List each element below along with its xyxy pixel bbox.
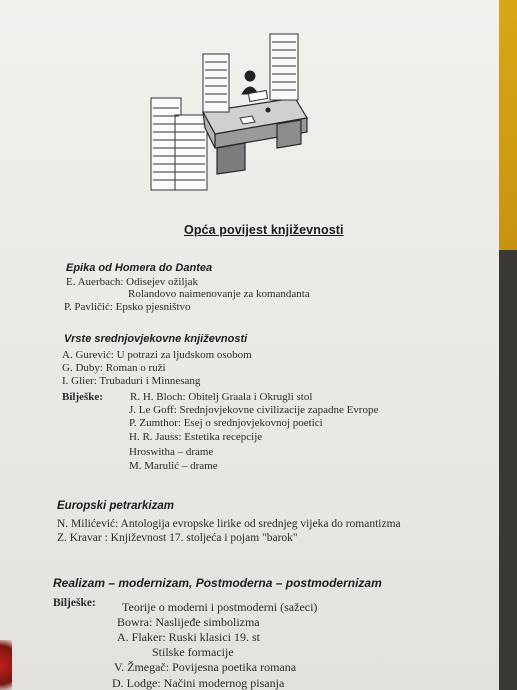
note-item: D. Lodge: Načini modernog pisanja <box>112 676 285 690</box>
note-item: P. Zumthor: Esej o srednjovjekovnoj poetici <box>129 417 323 429</box>
list-item: Z. Kravar : Književnost 17. stoljeća i pojam "barok" <box>57 532 298 544</box>
section-heading-srednjovjekovne: Vrste srednjovjekovne književnosti <box>64 333 248 345</box>
desk-with-paper-stacks-illustration <box>145 20 315 192</box>
note-item: A. Flaker: Ruski klasici 19. st <box>117 630 260 644</box>
background-red-object <box>0 640 12 690</box>
list-item: P. Pavličić: Epsko pjesništvo <box>64 301 191 313</box>
note-item: J. Le Goff: Srednjovjekovne civilizacije zapadne Evrope <box>129 404 379 416</box>
notes-label: Bilješke: <box>62 391 103 403</box>
note-item: V. Žmegač: Povijesna poetika romana <box>114 660 297 674</box>
note-item: Teorije o moderni i postmoderni (sažeci) <box>122 600 318 614</box>
page-title: Opća povijest književnosti <box>184 223 344 237</box>
notes-label: Bilješke: <box>53 597 96 609</box>
list-item: G. Duby: Roman o ruži <box>62 362 166 374</box>
note-item: Hroswitha – drame <box>129 446 214 458</box>
background-yellow-edge <box>499 0 517 250</box>
list-item: N. Milićević: Antologija evropske lirike od srednjeg vijeka do romantizma <box>57 518 401 530</box>
section-heading-realizam: Realizam – modernizam, Postmoderna – postmodernizam <box>53 576 382 590</box>
list-item: Rolandovo naimenovanje za komandanta <box>128 288 310 300</box>
list-item: A. Gurević: U potrazi za ljudskom osobom <box>62 349 252 361</box>
list-item: I. Glier: Trubaduri i Minnesang <box>62 375 201 387</box>
note-item: R. H. Bloch: Obitelj Graala i Okrugli stol <box>130 391 313 403</box>
background-dark-edge <box>499 250 517 690</box>
section-heading-epika: Epika od Homera do Dantea <box>66 262 213 274</box>
note-item: Stilske formacije <box>152 645 234 659</box>
note-item: M. Marulić – drame <box>129 460 218 472</box>
list-item: E. Auerbach: Odisejev ožiljak <box>66 276 198 288</box>
note-item: Bowra: Naslijeđe simbolizma <box>117 615 260 629</box>
note-item: H. R. Jauss: Estetika recepcije <box>129 431 263 443</box>
section-heading-petrarkizam: Europski petrarkizam <box>57 500 174 512</box>
